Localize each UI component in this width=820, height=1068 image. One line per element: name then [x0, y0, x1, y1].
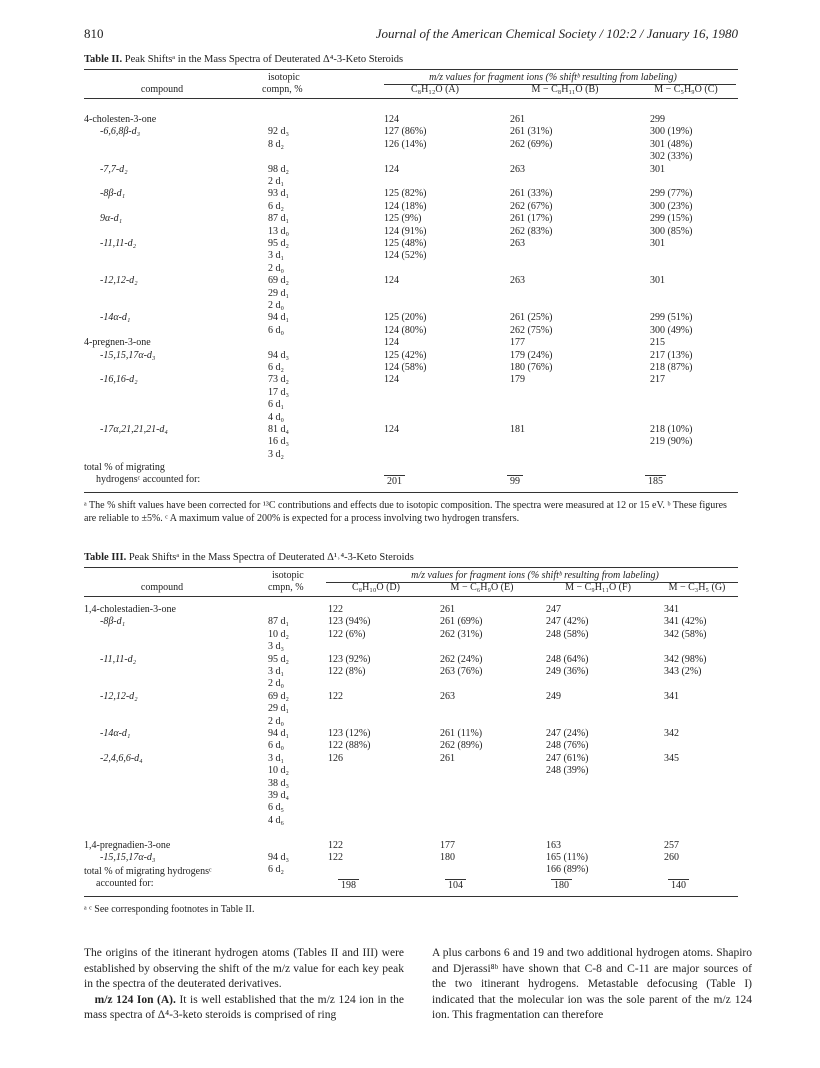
table2-cell-4: 299 (77%) [650, 188, 693, 200]
table2-cell-1: 94 d₁ [268, 312, 289, 324]
table3-cell-1: 6 d₀ [268, 740, 284, 752]
table3-row [84, 728, 738, 740]
table2-row [84, 176, 738, 188]
table2-row [84, 312, 738, 324]
table2-cell-3: 261 (17%) [510, 213, 553, 225]
table2-cell-1: 93 d₁ [268, 188, 289, 200]
table2-cell-4: 302 (33%) [650, 151, 693, 163]
table3-row [84, 815, 738, 827]
table3-header-rule [84, 596, 738, 597]
table2-cell-1: 81 d₄ [268, 424, 289, 435]
table2-cell-2: 125 (82%) [384, 188, 427, 200]
table3-cell-2: 126 [328, 752, 343, 764]
table2-cell-0: -6,6,8β-d₃ [100, 126, 141, 138]
table3-row [84, 604, 738, 616]
table2-cell-4: 301 [650, 238, 665, 249]
table2-total-c: 185 [645, 475, 666, 487]
table2-row [84, 412, 738, 424]
table2-col-c: M − C₅H₉O (C) [654, 84, 718, 95]
table2-row [84, 250, 738, 262]
table3-col-isotopic-2: cmpn, % [268, 582, 304, 593]
table2-cell-4: 300 (23%) [650, 200, 693, 212]
table2-cell-3: 177 [510, 337, 525, 349]
table2-cell-3: 180 (76%) [510, 362, 553, 373]
table2-cell-4: 217 (13%) [650, 349, 693, 361]
table2-cell-2: 124 (80%) [384, 324, 427, 336]
table2-total-label-2: hydrogensᶜ accounted for: [96, 474, 201, 485]
table2-cell-3: 179 [510, 374, 525, 386]
table3-cell-4: 163 [546, 839, 561, 851]
table2-row [84, 188, 738, 200]
table2-cell-1: 2 d₁ [268, 176, 284, 187]
table3-col-f: M − C₉H₁₁O (F) [565, 582, 631, 593]
table2-row [84, 238, 738, 250]
table2-row [84, 300, 738, 312]
table2-cell-4: 218 (87%) [650, 362, 693, 373]
table2-cell-0: 9α-d₁ [100, 213, 123, 225]
table2-cell-1: 3 d₂ [268, 448, 284, 460]
table3-col-d: C₈H₁₀O (D) [352, 582, 400, 593]
table2-cell-1: 92 d₃ [268, 126, 289, 138]
table2-cell-2: 125 (42%) [384, 349, 427, 361]
table2-cell-4: 215 [650, 337, 665, 349]
body-right-column [432, 946, 752, 1024]
table3-cell-5: 342 (58%) [664, 628, 707, 640]
table2-cell-2: 124 (58%) [384, 362, 427, 373]
table2-cell-2: 124 [384, 337, 399, 349]
table2-col-isotopic-2: compn, % [262, 84, 303, 95]
journal-title: Journal of the American Chemical Society / 102:2 / January 16, 1980 [375, 26, 738, 41]
table2-cell-1: 6 d₀ [268, 324, 284, 336]
table3-cell-2: 122 (6%) [328, 628, 366, 640]
table2-cell-3: 262 (75%) [510, 324, 553, 336]
table3-cell-1: 6 d₅ [268, 802, 284, 814]
table2-cell-0: 4-pregnen-3-one [84, 337, 151, 349]
table2-row [84, 126, 738, 138]
table3-row [84, 778, 738, 790]
table3-cell-1: 29 d₁ [268, 703, 289, 715]
table2-cell-1: 3 d₁ [268, 250, 284, 262]
table3-cell-1: 87 d₁ [268, 616, 289, 628]
table3-cell-3: 177 [440, 839, 455, 851]
table2-cell-3: 261 (31%) [510, 126, 553, 138]
table3-cell-5: 342 (98%) [664, 653, 707, 665]
table3-row [84, 654, 738, 666]
table2-cell-4: 218 (10%) [650, 424, 693, 435]
table2-cell-1: 87 d₁ [268, 213, 289, 225]
table3-cell-1: 3 d₁ [268, 666, 284, 677]
table2-cell-4: 300 (19%) [650, 126, 693, 138]
table2-cell-1: 17 d₃ [268, 386, 289, 398]
table3-footnote: ᵃ ᶜ See corresponding footnotes in Table II. [84, 904, 255, 915]
table2-cell-2: 125 (48%) [384, 238, 427, 249]
table3-cell-5: 341 (42%) [664, 616, 707, 628]
table2-row [84, 325, 738, 337]
table2-cell-1: 6 d₂ [268, 362, 284, 373]
table2-cell-0: -8β-d₁ [100, 188, 126, 200]
table2-top-rule [84, 69, 738, 70]
table2-total-b: 99 [507, 475, 523, 487]
table2-cell-1: 4 d₀ [268, 411, 284, 423]
table3-cell-1: 10 d₂ [268, 765, 289, 777]
table3-cell-1: 94 d₃ [268, 852, 289, 863]
table3-cell-0: 1,4-pregnadien-3-one [84, 839, 171, 851]
body-left-heading: m/z 124 Ion (A). [94, 993, 176, 1006]
table3-row [84, 629, 738, 641]
table2-cell-3: 263 [510, 163, 525, 175]
table2-cell-2: 124 (52%) [384, 250, 427, 262]
table3-cell-0: 1,4-cholestadien-3-one [84, 604, 176, 615]
table2-cell-2: 124 [384, 275, 399, 287]
page-number: 810 [84, 26, 104, 41]
table3-cell-1: 10 d₂ [268, 628, 289, 640]
table2-cell-1: 6 d₁ [268, 399, 284, 411]
table2-row [84, 449, 738, 461]
table2-cell-2: 124 [384, 114, 399, 125]
table2-row [84, 213, 738, 225]
table2-row [84, 387, 738, 399]
table2-cell-0: -15,15,17α-d₃ [100, 349, 156, 361]
table2-caption [84, 54, 403, 65]
table2-cell-4: 299 (15%) [650, 213, 693, 225]
table3-cell-4: 248 (76%) [546, 740, 589, 752]
table2-cell-0: -7,7-d₂ [100, 163, 128, 175]
table2-cell-1: 13 d₀ [268, 225, 289, 237]
table2-cell-0: -17α,21,21,21-d₄ [100, 424, 168, 435]
table2-cell-1: 29 d₁ [268, 287, 289, 299]
table2-row [84, 151, 738, 163]
table2-cell-3: 262 (69%) [510, 138, 553, 150]
table3-cell-5: 341 [664, 690, 679, 702]
table3-cell-4: 247 (42%) [546, 616, 589, 628]
table3-row [84, 765, 738, 777]
table3-row [84, 703, 738, 715]
table2-row [84, 201, 738, 213]
table2-row [84, 374, 738, 386]
table2-row [84, 362, 738, 374]
table2-cell-2: 127 (86%) [384, 126, 427, 138]
table3-cell-2: 122 (88%) [328, 740, 371, 752]
table2-col-isotopic-1: isotopic [268, 72, 300, 83]
table3-cell-4: 248 (64%) [546, 653, 589, 665]
body-left-column [84, 946, 404, 1024]
table3-row [84, 790, 738, 802]
table3-bottom-rule [84, 896, 738, 897]
table2-col-compound: compound [140, 84, 184, 95]
table3-cell-1: 3 d₁ [268, 752, 284, 764]
table2-cell-1: 95 d₂ [268, 238, 289, 249]
table3-row [84, 840, 738, 852]
table3-cell-0: -12,12-d₂ [100, 690, 138, 702]
body-right-para-1: A plus carbons 6 and 19 and two additional hydrogen atoms. Shapiro and Djerassi⁸ᵇ have shown that C-8 and C-11 are major sources of the two itinerant hydrogens. Metastable defocusing (Table I) indicated that the molecular ion was the sole parent of the m/z 124 ion. This fragmentation can therefore [432, 947, 752, 1021]
table2-cell-2: 124 (91%) [384, 225, 427, 237]
table3-cell-4: 247 (24%) [546, 728, 589, 739]
table2-footnote: ᵃ The % shift values have been corrected for ¹³C contributions and effects due to isotopic composition. The spectra were measured at 12 or 15 eV. ᵇ These figures are reliable to ±5%. ᶜ A maximum value of 200% is expected for a process involving two hydrogen transfers. [84, 500, 727, 524]
table3-cell-2: 122 [328, 852, 343, 863]
table2-cell-0: -14α-d₁ [100, 312, 131, 324]
table2-cell-4: 301 (48%) [650, 138, 693, 150]
table3-row [84, 641, 738, 653]
table3-cell-5: 342 [664, 728, 679, 739]
table3-total-g: 140 [668, 879, 689, 891]
table3-col-compound: compound [140, 582, 184, 593]
table2-cell-3: 261 (33%) [510, 188, 553, 200]
table3-cell-5: 341 [664, 604, 679, 615]
table2-cell-1: 2 d₀ [268, 262, 284, 274]
table3-cell-3: 261 (69%) [440, 616, 483, 628]
table3-caption [84, 552, 414, 563]
table2-row [84, 288, 738, 300]
table2-cell-2: 126 (14%) [384, 138, 427, 150]
table3-cell-4: 166 (89%) [546, 864, 589, 876]
table3-row [84, 827, 738, 839]
table2-cell-2: 124 [384, 163, 399, 175]
table3-cell-1: 3 d₃ [268, 641, 284, 653]
table3-cell-5: 343 (2%) [664, 666, 702, 677]
table3-total-label-2: accounted for: [96, 878, 154, 889]
table3-row [84, 716, 738, 728]
table2-cell-4: 299 [650, 114, 665, 125]
table3-cell-4: 247 (61%) [546, 752, 589, 764]
table2-cell-3: 263 [510, 238, 525, 249]
table3-row [84, 616, 738, 628]
table3-row [84, 678, 738, 690]
table3-cell-3: 262 (24%) [440, 653, 483, 665]
table3-cell-4: 247 [546, 604, 561, 615]
table2-cell-0: -16,16-d₂ [100, 374, 138, 386]
table3-cell-1: 6 d₂ [268, 864, 284, 876]
table3-total-d: 198 [338, 879, 359, 891]
table3-row [84, 852, 738, 864]
table3-cell-4: 248 (39%) [546, 765, 589, 777]
table2-cell-0: -12,12-d₂ [100, 275, 138, 287]
table2-row [84, 424, 738, 436]
table2-row [84, 436, 738, 448]
table2-cell-3: 261 [510, 114, 525, 125]
table3-cell-0: -11,11-d₂ [100, 653, 137, 665]
table3-cell-0: -8β-d₁ [100, 616, 126, 628]
table3-cell-1: 95 d₂ [268, 653, 289, 665]
table2-row [84, 114, 738, 126]
table3-label: Table III. [84, 552, 127, 563]
table3-cell-3: 261 (11%) [440, 728, 483, 739]
table2-cell-3: 262 (67%) [510, 200, 553, 212]
table2-col-a: C₈H₁₂O (A) [411, 84, 459, 95]
table2-group-header: m/z values for fragment ions (% shiftᵇ resulting from labeling) [429, 72, 677, 83]
table3-cell-2: 122 [328, 690, 343, 702]
table3-cell-3: 180 [440, 852, 455, 863]
table3-cell-2: 122 [328, 604, 343, 615]
table2-row [84, 164, 738, 176]
table3-cell-2: 122 [328, 839, 343, 851]
table3-cell-2: 123 (92%) [328, 653, 371, 665]
table3-cell-3: 262 (89%) [440, 740, 483, 752]
page-header [84, 26, 738, 44]
table2-cell-4: 300 (49%) [650, 324, 693, 336]
table3-cell-3: 263 (76%) [440, 666, 483, 677]
table2-cell-0: 4-cholesten-3-one [84, 114, 157, 125]
table3-cell-5: 257 [664, 839, 679, 851]
table2-cell-4: 299 (51%) [650, 312, 693, 324]
table2-row [84, 226, 738, 238]
table2-row [84, 399, 738, 411]
table2-cell-1: 94 d₃ [268, 349, 289, 361]
table2-cell-1: 98 d₂ [268, 163, 289, 175]
table3-cell-1: 94 d₁ [268, 728, 289, 739]
table2-cell-1: 73 d₂ [268, 374, 289, 386]
table2-total-label-1: total % of migrating [84, 462, 165, 473]
table2-row [84, 350, 738, 362]
table3-cell-2: 123 (12%) [328, 728, 371, 739]
table3-cell-0: -2,4,6,6-d₄ [100, 752, 143, 764]
table3-col-g: M − C₃H₅ (G) [668, 582, 726, 593]
table3-row [84, 740, 738, 752]
table2-cell-4: 219 (90%) [650, 436, 693, 448]
table3-cell-1: 38 d₃ [268, 777, 289, 789]
body-left-para-2: It is well established that the m/z 124 ion in the mass spectra of Δ⁴-3-keto steroids is comprised of ring [84, 993, 405, 1021]
table3-cell-2: 123 (94%) [328, 616, 371, 628]
table2-cell-4: 301 [650, 275, 665, 287]
table3-cell-3: 261 [440, 752, 455, 764]
table2-cell-2: 124 (18%) [384, 200, 427, 212]
table2-cell-2: 124 [384, 374, 399, 386]
table3-cell-1: 2 d₀ [268, 678, 284, 690]
table3-col-e: M − C₆H₉O (E) [450, 582, 514, 593]
table3-cell-3: 263 [440, 690, 455, 702]
table3-cell-2: 122 (8%) [328, 666, 366, 677]
table2-cell-3: 179 (24%) [510, 349, 553, 361]
table2-cell-1: 6 d₂ [268, 200, 284, 212]
table2-cell-4: 217 [650, 374, 665, 386]
table2-cell-3: 262 (83%) [510, 225, 553, 237]
table2-cell-2: 124 [384, 424, 399, 435]
table3-cell-5: 345 [664, 752, 679, 764]
table3-top-rule [84, 567, 738, 568]
table2-cell-0: -11,11-d₂ [100, 238, 137, 249]
table3-total-label-1: total % of migrating hydrogensᶜ [84, 866, 212, 877]
table3-cell-4: 249 [546, 690, 561, 702]
table3-cell-5: 260 [664, 852, 679, 863]
table3-cell-1: 39 d₄ [268, 790, 289, 801]
table3-row [84, 666, 738, 678]
table2-cell-1: 69 d₂ [268, 275, 289, 287]
table2-cell-1: 2 d₀ [268, 300, 284, 311]
table2-cell-1: 16 d₃ [268, 436, 289, 448]
table3-cell-3: 261 [440, 604, 455, 615]
table2-row [84, 139, 738, 151]
table2-cell-4: 301 [650, 163, 665, 175]
table3-row [84, 691, 738, 703]
table2-total-a: 201 [384, 475, 405, 487]
table2-cell-1: 8 d₂ [268, 138, 284, 150]
table3-group-header: m/z values for fragment ions (% shiftᵇ resulting from labeling) [411, 570, 659, 581]
table3-cell-1: 69 d₂ [268, 690, 289, 702]
table2-cell-3: 263 [510, 275, 525, 287]
table2-col-b: M − C₈H₁₁O (B) [531, 84, 599, 95]
table2-bottom-rule [84, 492, 738, 493]
table3-total-e: 104 [445, 879, 466, 891]
table2-row [84, 275, 738, 287]
table3-caption-text: Peak Shiftsᵃ in the Mass Spectra of Deuterated Δ¹˒⁴-3-Keto Steroids [128, 552, 414, 563]
table3-cell-3: 262 (31%) [440, 628, 483, 640]
table2-cell-2: 125 (9%) [384, 213, 422, 225]
table3-cell-1: 4 d₆ [268, 814, 284, 826]
table3-cell-4: 248 (58%) [546, 628, 589, 640]
table3-cell-4: 249 (36%) [546, 666, 589, 677]
table2-label: Table II. [84, 54, 123, 65]
table2-cell-2: 125 (20%) [384, 312, 427, 324]
table3-cell-0: -15,15,17α-d₃ [100, 852, 156, 863]
table2-caption-text: Peak Shiftsᵃ in the Mass Spectra of Deuterated Δ⁴-3-Keto Steroids [124, 54, 404, 65]
table2-header-rule [84, 98, 738, 99]
table3-cell-4: 165 (11%) [546, 852, 589, 863]
table3-cell-0: -14α-d₁ [100, 728, 131, 739]
table2-cell-3: 261 (25%) [510, 312, 553, 324]
table2-row [84, 263, 738, 275]
table2-cell-4: 300 (85%) [650, 225, 693, 237]
table2-cell-3: 181 [510, 424, 525, 435]
table3-row [84, 802, 738, 814]
body-left-para-1: The origins of the itinerant hydrogen atoms (Tables II and III) were established by observing the shift of the m/z value for each key peak in the spectra of the deuterated derivatives. [84, 947, 404, 990]
table3-cell-1: 2 d₀ [268, 715, 284, 727]
table3-row [84, 753, 738, 765]
table2-row [84, 337, 738, 349]
table3-col-isotopic-1: isotopic [272, 570, 304, 581]
table3-total-f: 180 [551, 879, 572, 891]
